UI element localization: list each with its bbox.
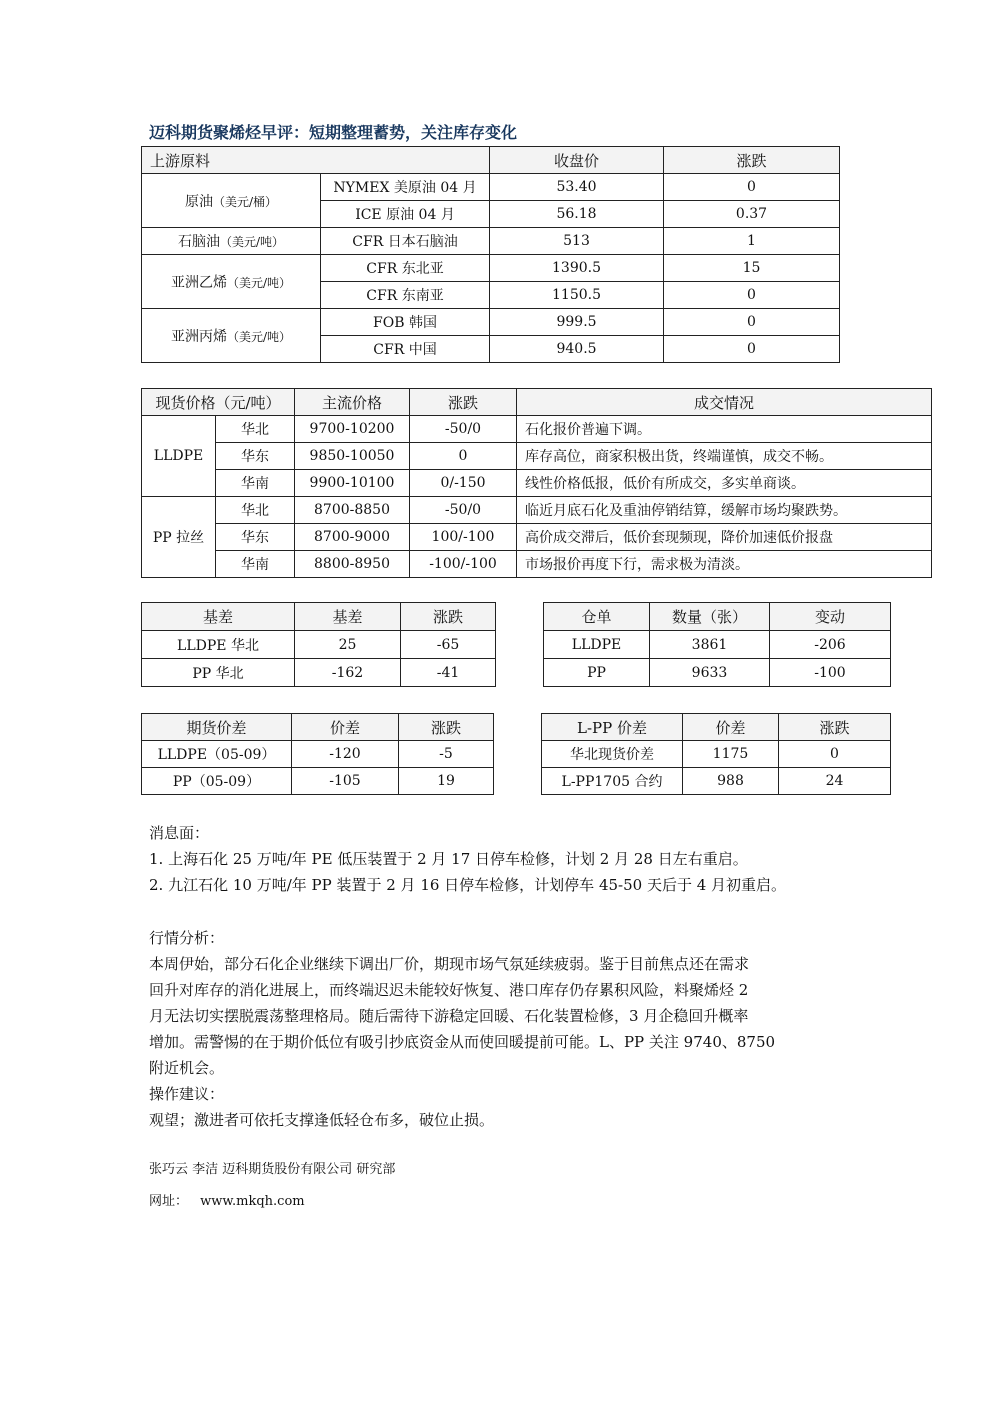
- row-name: LLDPE（05-09）: [142, 741, 292, 768]
- value-cell: 988: [683, 768, 779, 795]
- change-cell: -5: [399, 741, 494, 768]
- region-cell: 华南: [216, 470, 295, 497]
- value-cell: 25: [295, 631, 401, 659]
- price-cell: 56.18: [490, 201, 664, 228]
- news-item: 2. 九江石化 10 万吨/年 PP 装置于 2 月 16 日停车检修，计划停车 45-50 天后于 4 月初重启。: [149, 876, 787, 894]
- change-cell: 0/-150: [410, 470, 517, 497]
- analysis-heading: 行情分析：: [149, 929, 225, 947]
- header-close-price: 收盘价: [490, 147, 664, 174]
- region-cell: 华东: [216, 443, 295, 470]
- group-propylene: 亚洲丙烯（美元/吨）: [142, 309, 321, 363]
- group-naphtha: 石脑油（美元/吨）: [142, 228, 321, 255]
- row-name: 华北现货价差: [542, 741, 683, 768]
- price-cell: 53.40: [490, 174, 664, 201]
- deal-note: 线性价格低报，低价有所成交，多实单商谈。: [517, 470, 932, 497]
- row-name: PP（05-09）: [142, 768, 292, 795]
- row-name: LLDPE 华北: [142, 631, 295, 659]
- value-cell: 3861: [650, 631, 770, 659]
- header-upstream: 上游原料: [142, 147, 490, 174]
- footer-authors: 张巧云 李洁 迈科期货股份有限公司 研究部: [149, 1162, 396, 1177]
- value-cell: 1175: [683, 741, 779, 768]
- item-name: CFR 东南亚: [321, 282, 490, 309]
- header-spread: 价差: [683, 714, 779, 741]
- value-cell: 9633: [650, 659, 770, 687]
- analysis-line: 增加。需警惕的在于期价低位有吸引抄底资金从而使回暖提前可能。L、PP 关注 9740、8750: [149, 1033, 776, 1051]
- price-cell: 9900-10100: [295, 470, 410, 497]
- change-cell: 1: [664, 228, 840, 255]
- price-cell: 513: [490, 228, 664, 255]
- change-cell: -50/0: [410, 416, 517, 443]
- change-cell: 0: [664, 174, 840, 201]
- lpp-spread-table: [541, 713, 891, 795]
- header-change: 涨跌: [410, 389, 517, 416]
- region-cell: 华北: [216, 416, 295, 443]
- price-cell: 1150.5: [490, 282, 664, 309]
- header-warehouse: 仓单: [544, 603, 650, 631]
- item-name: CFR 中国: [321, 336, 490, 363]
- header-quantity: 数量（张）: [650, 603, 770, 631]
- region-cell: 华北: [216, 497, 295, 524]
- price-cell: 8700-8850: [295, 497, 410, 524]
- price-cell: 999.5: [490, 309, 664, 336]
- header-spot: 现货价格（元/吨）: [142, 389, 295, 416]
- analysis-line: 回升对库存的消化进展上，而终端迟迟未能较好恢复、港口库存仍存累积风险，料聚烯烃 2: [149, 981, 749, 999]
- change-cell: 0: [410, 443, 517, 470]
- warehouse-table: [543, 602, 891, 687]
- header-change: 涨跌: [664, 147, 840, 174]
- news-heading: 消息面：: [149, 824, 210, 842]
- price-cell: 8700-9000: [295, 524, 410, 551]
- group-crude: 原油（美元/桶）: [142, 174, 321, 228]
- analysis-line: 本周伊始，部分石化企业继续下调出厂价，期现市场气氛延续疲弱。鉴于目前焦点还在需求: [149, 955, 750, 973]
- header-futures-spread: 期货价差: [142, 714, 292, 741]
- product-lldpe: LLDPE: [142, 416, 216, 497]
- change-cell: -206: [770, 631, 891, 659]
- change-cell: 0: [664, 309, 840, 336]
- change-cell: 19: [399, 768, 494, 795]
- futures-spread-table: [141, 713, 494, 795]
- item-name: CFR 东北亚: [321, 255, 490, 282]
- price-cell: 1390.5: [490, 255, 664, 282]
- change-cell: 24: [779, 768, 891, 795]
- header-change: 涨跌: [399, 714, 494, 741]
- price-cell: 9700-10200: [295, 416, 410, 443]
- deal-note: 库存高位，商家积极出货，终端谨慎，成交不畅。: [517, 443, 932, 470]
- report-title: 迈科期货聚烯烃早评：短期整理蓄势，关注库存变化: [149, 123, 518, 142]
- upstream-table: [141, 146, 840, 363]
- header-change: 涨跌: [779, 714, 891, 741]
- header-deal-status: 成交情况: [517, 389, 932, 416]
- change-cell: -100/-100: [410, 551, 517, 578]
- change-cell: 0: [779, 741, 891, 768]
- group-ethylene: 亚洲乙烯（美元/吨）: [142, 255, 321, 309]
- header-change: 变动: [770, 603, 891, 631]
- change-cell: 15: [664, 255, 840, 282]
- price-cell: 940.5: [490, 336, 664, 363]
- region-cell: 华东: [216, 524, 295, 551]
- item-name: ICE 原油 04 月: [321, 201, 490, 228]
- deal-note: 高价成交滞后，低价套现频现，降价加速低价报盘: [517, 524, 932, 551]
- footer-website: [149, 1190, 305, 1209]
- header-basis: 基差: [142, 603, 295, 631]
- change-cell: 0: [664, 336, 840, 363]
- news-item: 1. 上海石化 25 万吨/年 PE 低压装置于 2 月 17 日停车检修，计划 2 月 28 日左右重启。: [149, 850, 748, 868]
- region-cell: 华南: [216, 551, 295, 578]
- product-pp: PP 拉丝: [142, 497, 216, 578]
- spot-table: [141, 388, 932, 578]
- value-cell: -162: [295, 659, 401, 687]
- deal-note: 市场报价再度下行，需求极为清淡。: [517, 551, 932, 578]
- header-lpp-spread: L-PP 价差: [542, 714, 683, 741]
- header-basis-value: 基差: [295, 603, 401, 631]
- item-name: FOB 韩国: [321, 309, 490, 336]
- website-link[interactable]: www.mkqh.com: [200, 1194, 305, 1209]
- row-name: LLDPE: [544, 631, 650, 659]
- deal-note: 临近月底石化及重油停销结算，缓解市场均聚跌势。: [517, 497, 932, 524]
- website-label: 网址：: [149, 1194, 189, 1209]
- advice-text: 观望；激进者可依托支撑逢低轻仓布多，破位止损。: [149, 1111, 495, 1129]
- change-cell: 0.37: [664, 201, 840, 228]
- change-cell: -65: [401, 631, 496, 659]
- change-cell: -50/0: [410, 497, 517, 524]
- row-name: L-PP1705 合约: [542, 768, 683, 795]
- header-main-price: 主流价格: [295, 389, 410, 416]
- price-cell: 8800-8950: [295, 551, 410, 578]
- change-cell: -41: [401, 659, 496, 687]
- change-cell: 0: [664, 282, 840, 309]
- row-name: PP: [544, 659, 650, 687]
- header-change: 涨跌: [401, 603, 496, 631]
- item-name: NYMEX 美原油 04 月: [321, 174, 490, 201]
- header-spread: 价差: [292, 714, 399, 741]
- deal-note: 石化报价普遍下调。: [517, 416, 932, 443]
- item-name: CFR 日本石脑油: [321, 228, 490, 255]
- advice-heading: 操作建议：: [149, 1085, 225, 1103]
- row-name: PP 华北: [142, 659, 295, 687]
- analysis-line: 附近机会。: [149, 1059, 225, 1077]
- value-cell: -120: [292, 741, 399, 768]
- analysis-line: 月无法切实摆脱震荡整理格局。随后需待下游稳定回暖、石化装置检修，3 月企稳回升概率: [149, 1007, 749, 1025]
- price-cell: 9850-10050: [295, 443, 410, 470]
- change-cell: -100: [770, 659, 891, 687]
- basis-table: [141, 602, 496, 687]
- value-cell: -105: [292, 768, 399, 795]
- change-cell: 100/-100: [410, 524, 517, 551]
